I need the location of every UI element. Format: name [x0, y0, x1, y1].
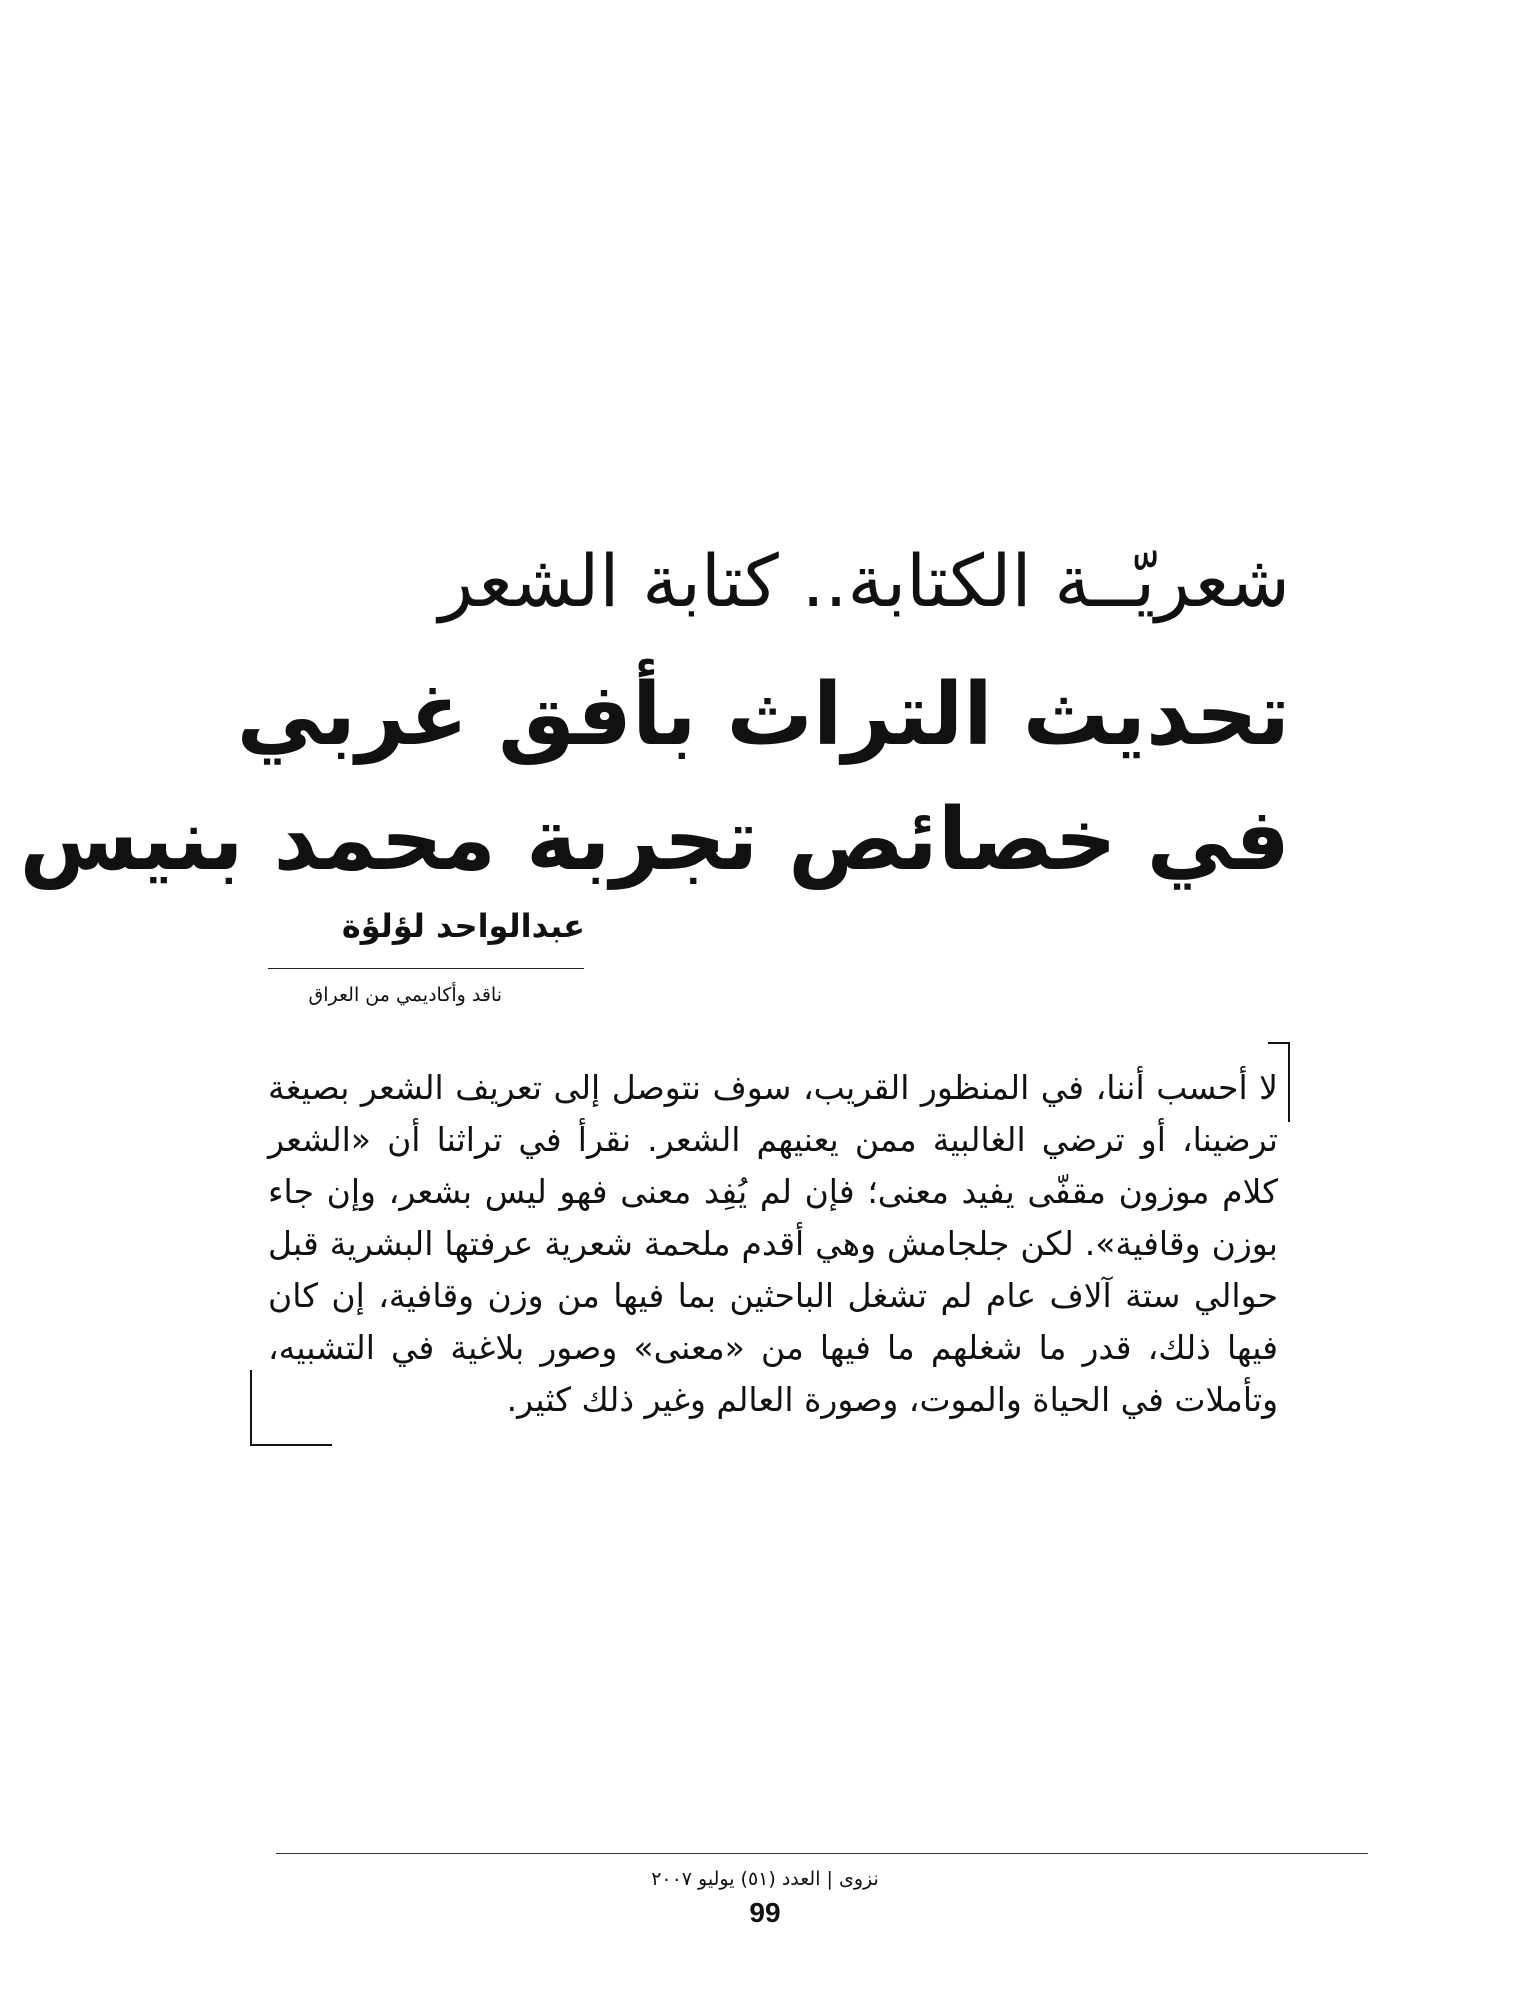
author-bio: ناقد وأكاديمي من العراق [308, 984, 502, 1006]
article-supertitle: شعريّــة الكتابة.. كتابة الشعر [438, 539, 1290, 623]
article-title-line-1: تحديث التراث بأفق غربي [236, 665, 1290, 765]
footer-publication-info: نزوى | العدد (٥١) يوليو ٢٠٠٧ [651, 1868, 879, 1890]
article-body-paragraph: لا أحسب أننا، في المنظور القريب، سوف نتوصل إلى تعريف الشعر بصيغة ترضينا، أو ترضي الغالبية ممن يعنيهم الشعر. نقرأ في تراثنا أن «الشعر كلام موزون مقفّى يفيد معنى؛ فإن لم يُفِد معنى فهو ليس بشعر، وإن جاء بوزن وقافية». لكن جلجامش وهي أقدم ملحمة شعرية عرفتها البشرية قبل حوالي ستة آلاف عام لم تشغل الباحثين بما فيها من وزن وقافية، إن كان فيها ذلك، قدر ما شغلهم ما فيها من «معنى» وصور بلاغية في التشبيه، وتأملات في الحياة والموت، وصورة العالم وغير ذلك كثير. [268, 1068, 1278, 1419]
footer-divider [276, 1853, 1368, 1854]
article-title-line-2: في خصائص تجربة محمد بنيس [19, 790, 1290, 890]
author-divider [268, 968, 584, 969]
page-number: 99 [749, 1897, 781, 1928]
author-name: عبدالواحد لؤلؤة [341, 907, 585, 945]
